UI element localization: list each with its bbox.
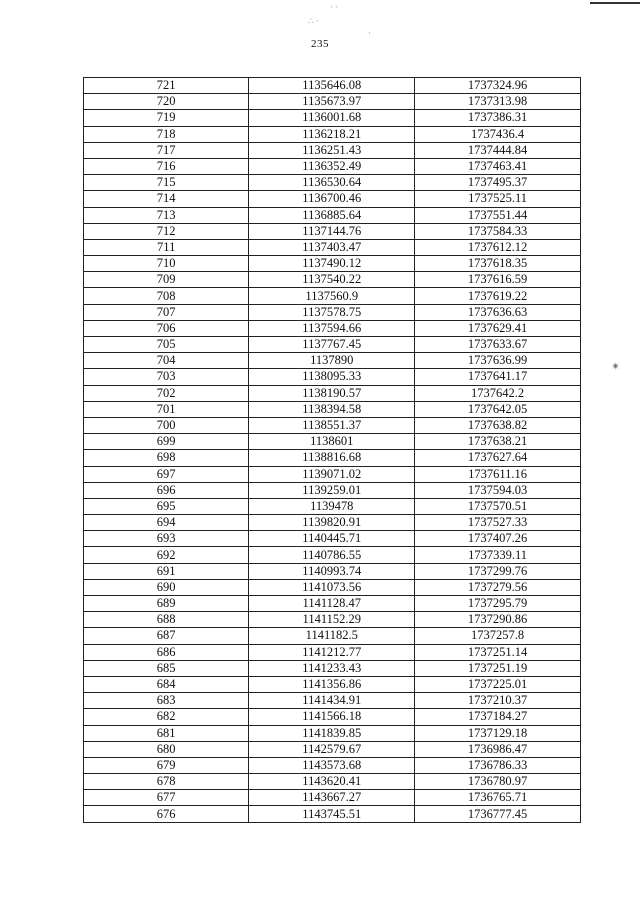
scan-mark: ∴ · <box>308 16 319 26</box>
point-number-cell: 717 <box>84 142 249 158</box>
x-coordinate-cell: 1139478 <box>249 498 415 514</box>
point-number-cell: 693 <box>84 531 249 547</box>
point-number-cell: 718 <box>84 126 249 142</box>
x-coordinate-cell: 1141839.85 <box>249 725 415 741</box>
point-number-cell: 688 <box>84 612 249 628</box>
y-coordinate-cell: 1737551.44 <box>415 207 581 223</box>
y-coordinate-cell: 1737594.03 <box>415 482 581 498</box>
point-number-cell: 690 <box>84 579 249 595</box>
point-number-cell: 716 <box>84 158 249 174</box>
y-coordinate-cell: 1737642.2 <box>415 385 581 401</box>
x-coordinate-cell: 1138816.68 <box>249 450 415 466</box>
table-row <box>84 385 581 401</box>
y-coordinate-cell: 1737407.26 <box>415 531 581 547</box>
point-number-cell: 706 <box>84 320 249 336</box>
x-coordinate-cell: 1141566.18 <box>249 709 415 725</box>
x-coordinate-cell: 1136218.21 <box>249 126 415 142</box>
x-coordinate-cell: 1137767.45 <box>249 337 415 353</box>
point-number-cell: 703 <box>84 369 249 385</box>
x-coordinate-cell: 1140786.55 <box>249 547 415 563</box>
x-coordinate-cell: 1140993.74 <box>249 563 415 579</box>
x-coordinate-cell: 1141212.77 <box>249 644 415 660</box>
page-number: 235 <box>311 38 329 50</box>
point-number-cell: 715 <box>84 175 249 191</box>
table-row <box>84 369 581 385</box>
table-row <box>84 239 581 255</box>
point-number-cell: 696 <box>84 482 249 498</box>
y-coordinate-cell: 1737495.37 <box>415 175 581 191</box>
x-coordinate-cell: 1137560.9 <box>249 288 415 304</box>
coordinates-table-body <box>84 78 581 823</box>
x-coordinate-cell: 1141356.86 <box>249 676 415 692</box>
y-coordinate-cell: 1737618.35 <box>415 256 581 272</box>
point-number-cell: 689 <box>84 596 249 612</box>
point-number-cell: 692 <box>84 547 249 563</box>
point-number-cell: 676 <box>84 806 249 822</box>
table-row <box>84 142 581 158</box>
table-row <box>84 175 581 191</box>
x-coordinate-cell: 1137403.47 <box>249 239 415 255</box>
scan-mark: ✴ <box>611 361 621 373</box>
point-number-cell: 680 <box>84 741 249 757</box>
scan-mark: · <box>368 28 371 38</box>
x-coordinate-cell: 1136251.43 <box>249 142 415 158</box>
y-coordinate-cell: 1737444.84 <box>415 142 581 158</box>
x-coordinate-cell: 1143745.51 <box>249 806 415 822</box>
y-coordinate-cell: 1737525.11 <box>415 191 581 207</box>
y-coordinate-cell: 1736777.45 <box>415 806 581 822</box>
point-number-cell: 697 <box>84 466 249 482</box>
x-coordinate-cell: 1137490.12 <box>249 256 415 272</box>
x-coordinate-cell: 1138190.57 <box>249 385 415 401</box>
point-number-cell: 721 <box>84 78 249 94</box>
point-number-cell: 709 <box>84 272 249 288</box>
table-row <box>84 563 581 579</box>
table-row <box>84 531 581 547</box>
x-coordinate-cell: 1138551.37 <box>249 417 415 433</box>
y-coordinate-cell: 1737251.19 <box>415 660 581 676</box>
x-coordinate-cell: 1141233.43 <box>249 660 415 676</box>
point-number-cell: 713 <box>84 207 249 223</box>
point-number-cell: 699 <box>84 434 249 450</box>
point-number-cell: 700 <box>84 417 249 433</box>
table-row <box>84 644 581 660</box>
x-coordinate-cell: 1142579.67 <box>249 741 415 757</box>
x-coordinate-cell: 1137540.22 <box>249 272 415 288</box>
point-number-cell: 681 <box>84 725 249 741</box>
table-row <box>84 482 581 498</box>
y-coordinate-cell: 1737339.11 <box>415 547 581 563</box>
x-coordinate-cell: 1135673.97 <box>249 94 415 110</box>
point-number-cell: 679 <box>84 757 249 773</box>
table-row <box>84 94 581 110</box>
x-coordinate-cell: 1141152.29 <box>249 612 415 628</box>
y-coordinate-cell: 1737463.41 <box>415 158 581 174</box>
y-coordinate-cell: 1736986.47 <box>415 741 581 757</box>
coordinates-table <box>83 77 581 823</box>
table-row <box>84 515 581 531</box>
x-coordinate-cell: 1141434.91 <box>249 693 415 709</box>
table-row <box>84 272 581 288</box>
y-coordinate-cell: 1737257.8 <box>415 628 581 644</box>
table-row <box>84 288 581 304</box>
table-row <box>84 401 581 417</box>
point-number-cell: 710 <box>84 256 249 272</box>
table-row <box>84 498 581 514</box>
x-coordinate-cell: 1139259.01 <box>249 482 415 498</box>
table-row <box>84 725 581 741</box>
y-coordinate-cell: 1737642.05 <box>415 401 581 417</box>
x-coordinate-cell: 1137144.76 <box>249 223 415 239</box>
y-coordinate-cell: 1737611.16 <box>415 466 581 482</box>
table-row <box>84 596 581 612</box>
y-coordinate-cell: 1736765.71 <box>415 790 581 806</box>
table-row <box>84 158 581 174</box>
x-coordinate-cell: 1140445.71 <box>249 531 415 547</box>
y-coordinate-cell: 1736786.33 <box>415 757 581 773</box>
point-number-cell: 712 <box>84 223 249 239</box>
point-number-cell: 702 <box>84 385 249 401</box>
point-number-cell: 682 <box>84 709 249 725</box>
table-row <box>84 806 581 822</box>
y-coordinate-cell: 1737129.18 <box>415 725 581 741</box>
y-coordinate-cell: 1737633.67 <box>415 337 581 353</box>
y-coordinate-cell: 1737251.14 <box>415 644 581 660</box>
table-row <box>84 223 581 239</box>
table-row <box>84 693 581 709</box>
table-row <box>84 256 581 272</box>
scan-mark: · · <box>330 2 339 12</box>
point-number-cell: 698 <box>84 450 249 466</box>
point-number-cell: 683 <box>84 693 249 709</box>
table-row <box>84 466 581 482</box>
y-coordinate-cell: 1736780.97 <box>415 774 581 790</box>
table-row <box>84 417 581 433</box>
point-number-cell: 704 <box>84 353 249 369</box>
point-number-cell: 687 <box>84 628 249 644</box>
table-row <box>84 709 581 725</box>
y-coordinate-cell: 1737584.33 <box>415 223 581 239</box>
y-coordinate-cell: 1737324.96 <box>415 78 581 94</box>
table-row <box>84 774 581 790</box>
y-coordinate-cell: 1737295.79 <box>415 596 581 612</box>
y-coordinate-cell: 1737636.99 <box>415 353 581 369</box>
x-coordinate-cell: 1136352.49 <box>249 158 415 174</box>
y-coordinate-cell: 1737290.86 <box>415 612 581 628</box>
point-number-cell: 719 <box>84 110 249 126</box>
table-row <box>84 78 581 94</box>
x-coordinate-cell: 1139071.02 <box>249 466 415 482</box>
x-coordinate-cell: 1136530.64 <box>249 175 415 191</box>
x-coordinate-cell: 1143667.27 <box>249 790 415 806</box>
table-row <box>84 676 581 692</box>
x-coordinate-cell: 1141073.56 <box>249 579 415 595</box>
x-coordinate-cell: 1141128.47 <box>249 596 415 612</box>
x-coordinate-cell: 1139820.91 <box>249 515 415 531</box>
y-coordinate-cell: 1737313.98 <box>415 94 581 110</box>
point-number-cell: 701 <box>84 401 249 417</box>
point-number-cell: 707 <box>84 304 249 320</box>
scan-edge-line <box>590 2 640 4</box>
table-row <box>84 741 581 757</box>
y-coordinate-cell: 1737638.82 <box>415 417 581 433</box>
table-row <box>84 337 581 353</box>
table-row <box>84 612 581 628</box>
y-coordinate-cell: 1737627.64 <box>415 450 581 466</box>
table-row <box>84 320 581 336</box>
y-coordinate-cell: 1737612.12 <box>415 239 581 255</box>
x-coordinate-cell: 1137890 <box>249 353 415 369</box>
table-row <box>84 353 581 369</box>
x-coordinate-cell: 1138095.33 <box>249 369 415 385</box>
x-coordinate-cell: 1137594.66 <box>249 320 415 336</box>
x-coordinate-cell: 1135646.08 <box>249 78 415 94</box>
point-number-cell: 714 <box>84 191 249 207</box>
y-coordinate-cell: 1737636.63 <box>415 304 581 320</box>
x-coordinate-cell: 1138394.58 <box>249 401 415 417</box>
y-coordinate-cell: 1737616.59 <box>415 272 581 288</box>
table-row <box>84 660 581 676</box>
y-coordinate-cell: 1737279.56 <box>415 579 581 595</box>
table-row <box>84 110 581 126</box>
table-row <box>84 450 581 466</box>
x-coordinate-cell: 1143573.68 <box>249 757 415 773</box>
table-row <box>84 434 581 450</box>
x-coordinate-cell: 1138601 <box>249 434 415 450</box>
y-coordinate-cell: 1737299.76 <box>415 563 581 579</box>
y-coordinate-cell: 1737629.41 <box>415 320 581 336</box>
y-coordinate-cell: 1737638.21 <box>415 434 581 450</box>
point-number-cell: 708 <box>84 288 249 304</box>
x-coordinate-cell: 1136885.64 <box>249 207 415 223</box>
table-row <box>84 547 581 563</box>
point-number-cell: 685 <box>84 660 249 676</box>
x-coordinate-cell: 1143620.41 <box>249 774 415 790</box>
point-number-cell: 695 <box>84 498 249 514</box>
y-coordinate-cell: 1737570.51 <box>415 498 581 514</box>
point-number-cell: 705 <box>84 337 249 353</box>
point-number-cell: 694 <box>84 515 249 531</box>
y-coordinate-cell: 1737184.27 <box>415 709 581 725</box>
y-coordinate-cell: 1737210.37 <box>415 693 581 709</box>
table-row <box>84 628 581 644</box>
table-row <box>84 757 581 773</box>
point-number-cell: 720 <box>84 94 249 110</box>
y-coordinate-cell: 1737436.4 <box>415 126 581 142</box>
y-coordinate-cell: 1737619.22 <box>415 288 581 304</box>
table-row <box>84 790 581 806</box>
x-coordinate-cell: 1136700.46 <box>249 191 415 207</box>
table-row <box>84 126 581 142</box>
y-coordinate-cell: 1737641.17 <box>415 369 581 385</box>
point-number-cell: 711 <box>84 239 249 255</box>
y-coordinate-cell: 1737225.01 <box>415 676 581 692</box>
table-row <box>84 579 581 595</box>
table-row <box>84 304 581 320</box>
point-number-cell: 677 <box>84 790 249 806</box>
y-coordinate-cell: 1737527.33 <box>415 515 581 531</box>
x-coordinate-cell: 1136001.68 <box>249 110 415 126</box>
x-coordinate-cell: 1141182.5 <box>249 628 415 644</box>
table-row <box>84 191 581 207</box>
y-coordinate-cell: 1737386.31 <box>415 110 581 126</box>
point-number-cell: 691 <box>84 563 249 579</box>
point-number-cell: 686 <box>84 644 249 660</box>
table-row <box>84 207 581 223</box>
x-coordinate-cell: 1137578.75 <box>249 304 415 320</box>
point-number-cell: 684 <box>84 676 249 692</box>
point-number-cell: 678 <box>84 774 249 790</box>
